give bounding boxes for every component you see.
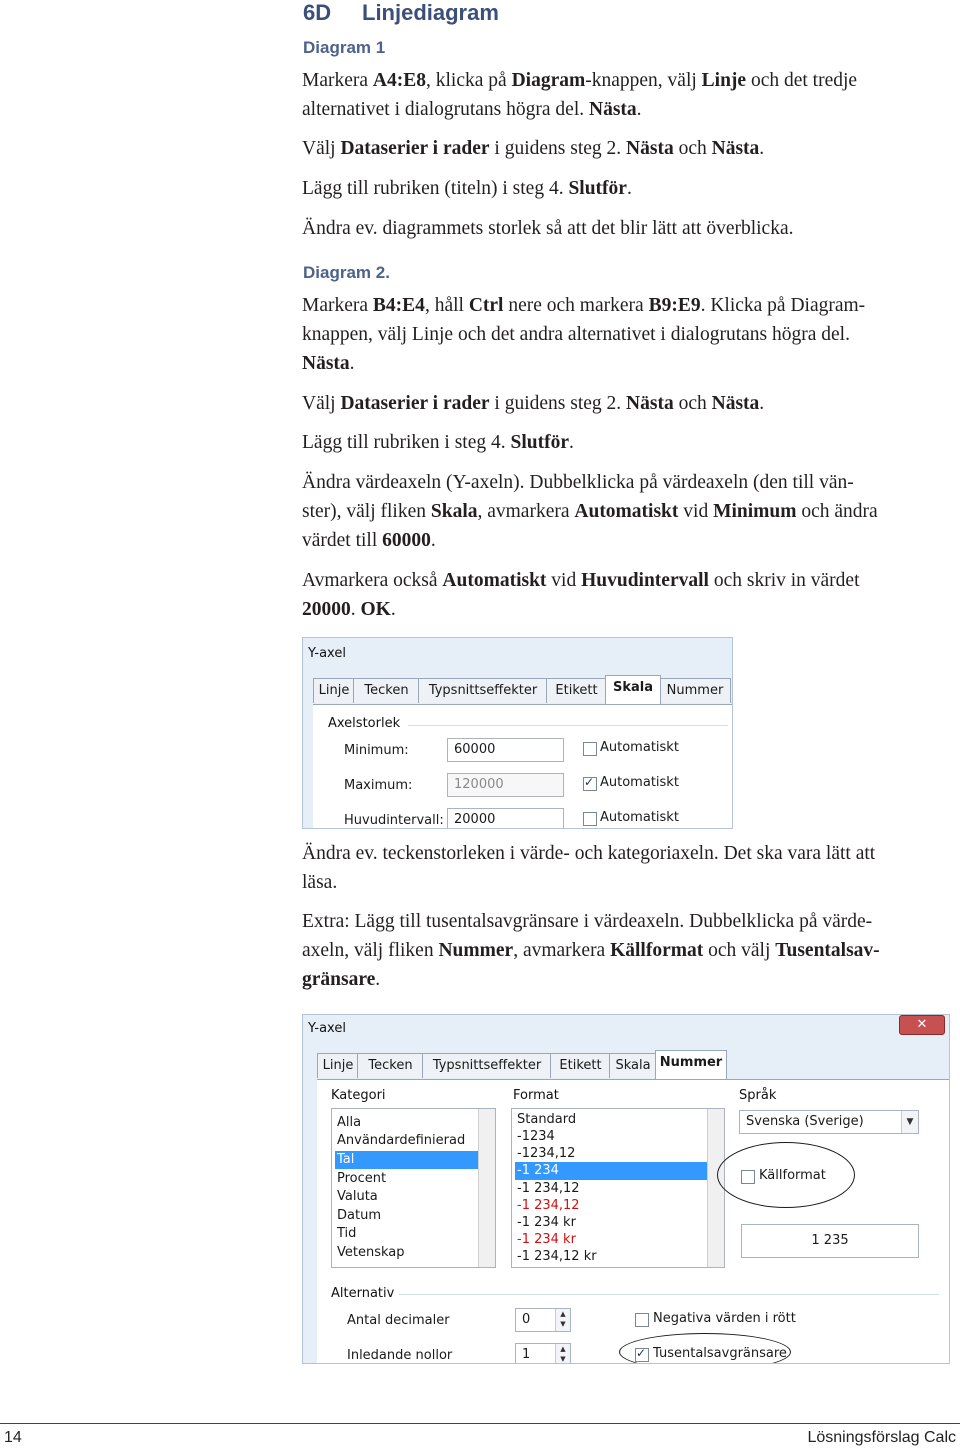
diagram2-paragraph-5: Avmarkera också Automatiskt vid Huvudintervall och skriv in värdet 20000. OK. [302,570,860,620]
format-label: Format [513,1088,559,1103]
tab-nummer[interactable]: Nummer [655,1050,727,1079]
list-item[interactable]: -1 234,12 [517,1181,580,1196]
tab-bar [317,1053,950,1079]
diagram1-paragraph-1: Markera A4:E8, klicka på Diagram-knappen, välj Linje och det tredje alternativet i dialogrutans högra del. Nästa. [302,70,858,120]
sprak-value: Svenska (Sverige) [746,1114,864,1129]
negativa-varden-checkbox[interactable] [635,1313,649,1327]
group-divider [399,1294,939,1295]
minimum-input[interactable]: 60000 [447,738,564,762]
kategori-listbox[interactable] [331,1108,496,1268]
sprak-label: Språk [739,1088,777,1103]
diagram2-paragraph-4: Ändra värdeaxeln (Y-axeln). Dubbelklicka på värdeaxeln (den till vän- ster), välj fliken Skala, avmarkera Automatiskt vid Minimum och ändra värdet till 60000. [302,472,878,551]
negativa-varden-label: Negativa värden i rött [653,1311,796,1326]
huvudintervall-label: Huvudintervall: [344,813,444,828]
list-item[interactable]: Datum [337,1208,381,1223]
inledande-nollor-input[interactable] [515,1343,571,1364]
diagram1-paragraph-3: Lägg till rubriken (titeln) i steg 4. Slutför. [302,178,632,199]
tab-etikett[interactable]: Etikett [546,678,607,703]
minimum-automatiskt-checkbox[interactable] [583,742,597,756]
huvudintervall-automatiskt-label: Automatiskt [600,810,679,825]
spinner-icon[interactable]: ▲ ▼ [555,1309,570,1331]
list-item[interactable]: Valuta [337,1189,378,1204]
list-item[interactable]: Alla [337,1115,362,1130]
axelstorlek-group-label: Axelstorlek [328,716,401,731]
alternativ-label: Alternativ [331,1286,395,1301]
list-item[interactable]: Standard [517,1112,577,1127]
tab-nummer[interactable]: Nummer [659,678,731,703]
diagram1-heading: Diagram 1 [303,38,386,57]
diagram2-paragraph-3: Lägg till rubriken i steg 4. Slutför. [302,432,574,453]
footer-divider [0,1423,960,1424]
inledande-nollor-label: Inledande nollor [347,1348,453,1363]
list-item[interactable]: Procent [337,1171,387,1186]
footer-text: Lösningsförslag Calc [807,1429,956,1446]
tab-skala[interactable]: Skala [605,675,661,704]
tusentalsavgransare-label: Tusentalsavgränsare [653,1346,787,1361]
antal-decimaler-input[interactable] [515,1308,571,1332]
list-item[interactable]: -1 234 kr [517,1215,576,1230]
kallformat-label: Källformat [759,1168,826,1183]
tusentalsavgransare-checkbox[interactable] [635,1348,649,1362]
diagram1-paragraph-4: Ändra ev. diagrammets storlek så att det blir lätt att överblicka. [302,218,794,239]
diagram2-heading: Diagram 2. [303,263,390,282]
huvudintervall-input[interactable]: 20000 [447,808,564,829]
y-axis-number-dialog [302,1014,950,1364]
diagram2-paragraph-7: Extra: Lägg till tusentalsavgränsare i värdeaxeln. Dubbelklicka på värde- axeln, välj fliken Nummer, avmarkera Källformat och välj Tusentalsav- gränsare. [302,911,880,990]
tab-skala[interactable]: Skala [609,1053,657,1078]
list-item[interactable]: Tid [337,1226,357,1241]
dialog-title: Y-axel [308,646,346,661]
tab-linje[interactable]: Linje [313,678,355,703]
tab-tecken[interactable]: Tecken [357,1053,424,1078]
section-code: 6D [303,0,332,25]
scale-panel [313,704,733,829]
tab-linje[interactable]: Linje [317,1053,359,1078]
diagram2-paragraph-1: Markera B4:E4, håll Ctrl nere och markera B9:E9. Klicka på Diagram- knappen, välj Linje och det andra alternativet i dialogrutans högra del. Nästa. [302,295,866,374]
list-item[interactable]: Vetenskap [337,1245,405,1260]
diagram1-paragraph-2: Välj Dataserier i rader i guidens steg 2. Nästa och Nästa. [302,138,765,159]
inledande-nollor-value: 1 [522,1347,531,1362]
list-item[interactable]: Användardefinierad [337,1133,466,1148]
sprak-select[interactable] [739,1110,919,1134]
kategori-label: Kategori [331,1088,386,1103]
format-listbox[interactable] [511,1108,725,1268]
number-panel [317,1079,950,1364]
y-axis-scale-dialog [302,637,733,829]
maximum-automatiskt-checkbox[interactable] [583,777,597,791]
list-item[interactable]: -1 234 kr [517,1232,576,1247]
maximum-label: Maximum: [344,778,413,793]
page-title: Linjediagram [362,0,499,25]
antal-decimaler-label: Antal decimaler [347,1313,450,1328]
list-item[interactable]: -1 234,12 kr [517,1249,597,1264]
list-item[interactable]: -1234,12 [517,1146,576,1161]
maximum-automatiskt-label: Automatiskt [600,775,679,790]
spinner-icon[interactable]: ▲ ▼ [555,1344,570,1364]
huvudintervall-automatiskt-checkbox[interactable] [583,812,597,826]
tab-tecken[interactable]: Tecken [353,678,420,703]
page-number: 14 [4,1429,22,1446]
list-item[interactable]: -1 234,12 [517,1198,580,1213]
kallformat-checkbox[interactable] [741,1170,755,1184]
dialog-title: Y-axel [308,1021,346,1036]
minimum-label: Minimum: [344,743,409,758]
format-preview: 1 235 [741,1224,919,1258]
minimum-automatiskt-label: Automatiskt [600,740,679,755]
list-item[interactable]: -1234 [517,1129,555,1144]
tab-typsnittseffekter[interactable]: Typsnittseffekter [418,678,548,703]
format-scrollbar[interactable] [707,1109,724,1267]
group-divider [408,725,728,726]
kategori-scrollbar[interactable] [478,1109,495,1267]
tab-typsnittseffekter[interactable]: Typsnittseffekter [422,1053,552,1078]
close-button[interactable]: ✕ [899,1015,945,1035]
diagram2-paragraph-2: Välj Dataserier i rader i guidens steg 2. Nästa och Nästa. [302,393,765,414]
diagram2-paragraph-6: Ändra ev. teckenstorleken i värde- och kategoriaxeln. Det ska vara lätt att läsa. [302,843,876,893]
antal-decimaler-value: 0 [522,1312,531,1327]
tab-etikett[interactable]: Etikett [550,1053,611,1078]
list-item-selected[interactable]: -1 234 [515,1162,707,1180]
list-item-selected[interactable]: Tal [335,1151,479,1169]
tab-bar [313,678,733,704]
chevron-down-icon[interactable]: ▼ [901,1111,918,1133]
maximum-input[interactable]: 120000 [447,773,564,797]
